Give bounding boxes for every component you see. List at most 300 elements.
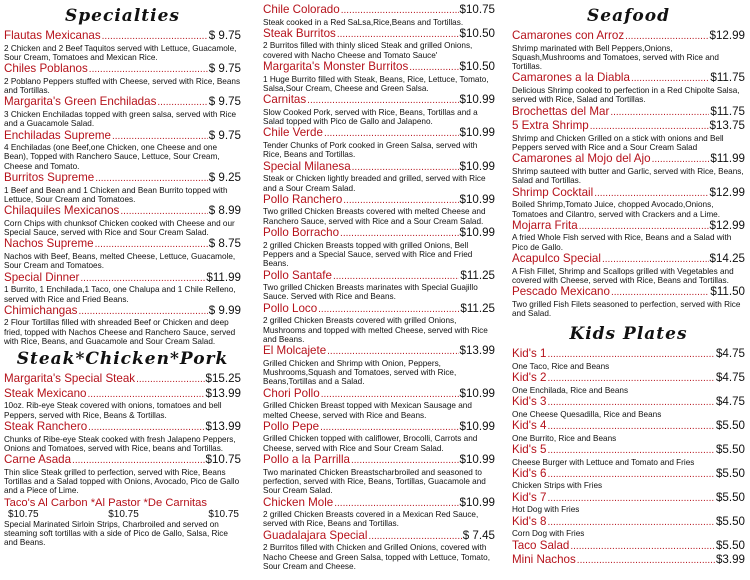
tacos-price: $10.75 [108,508,139,520]
menu-item-description: 1 Burrito, 1 Enchilada,1 Taco, one Chalupa and 1 Chile Relleno, served with Rice and Fried Beans. [4,285,236,304]
menu-item-description: Cheese Burger with Lettuce and Tomato and Fries [512,457,695,467]
menu-item-name: Mini Nachos [512,553,576,567]
menu-item-name: Chimichangas [4,303,78,317]
menu-item-description: Grilled Chicken and Shrimp with Onion, Peppers, Mushrooms,Squash and Tomatoes, served with Rice, Beans,Tortillas and a Salad. [263,358,457,387]
menu-item-description: Shrimp sauteed with butter and Garlic, served with Rice, Beans, Salad and Tortillas. [512,167,744,186]
menu-item [4,96,241,128]
dot-leader [340,228,458,241]
menu-item-row [512,540,745,554]
menu-item-description: 2 Burritos filled with thinly sliced Steak and grilled Onions, covered with Nacho Cheese and Tomato Sauce' [263,41,473,60]
menu-item-name: Brochettas del Mar [512,104,610,118]
dot-leader [625,31,708,44]
menu-item-row [512,187,745,201]
menu-item [263,530,495,571]
menu-item-row [4,30,241,44]
menu-item-price: $10.50 [459,26,495,40]
menu-item-price: $12.99 [709,29,745,42]
menu-item-name: Pollo Ranchero [263,192,343,206]
menu-item [512,120,745,152]
menu-item-name: Margarita's Green Enchiladas [4,95,157,109]
menu-item-name: Special Milanesa [263,159,351,173]
menu-item-description: Nachos with Beef, Beans, melted Cheese, Lettuce, Guacamole, Sour Cream and Tomatoes. [4,252,236,271]
menu-item-name: Special Dinner [4,270,80,284]
menu-item [512,30,745,71]
dot-leader [547,493,715,506]
tacos-title: Taco's Al Carbon *Al Pastor *De Carnitas [4,496,207,509]
menu-item-description: Hot Dog with Fries [512,505,580,515]
specialties-heading: Specialties [65,6,180,26]
menu-item [512,420,745,443]
menu-item-price: $10.99 [459,453,495,467]
menu-item-description: Grilled Chicken topped with califlower, Brocolli, Carrots and Cheese, served with Rice and Sour Cream Salad. [263,434,478,453]
column-right [512,4,745,569]
dot-leader [307,95,458,108]
menu-item-price: $ 8.75 [208,237,241,251]
dot-leader [409,62,458,75]
menu-item [263,28,495,60]
menu-item-row [512,444,745,458]
menu-item-name: Pollo Loco [263,301,318,315]
menu-item-name: Steak Mexicano [4,386,87,400]
menu-item-description: 2 Flour Tortillas filled with shreaded Beef or Chicken and deep fried, topped with Nachos Cheese and Ranchero Sauce, served with Rice, Beans, and Guacamole and Sour Cream Salad. [4,318,236,346]
dot-leader [343,195,458,208]
menu-item-price: $13.75 [709,119,745,133]
column-middle [263,4,495,572]
menu-item-row [263,61,495,75]
menu-item-name: Pollo a la Parrilla [263,453,350,467]
menu-item-description: Two grilled Chicken Breasts marinates with Special Guajillo Sauce. Served with Rice and Beans. [263,283,478,302]
menu-item-row [4,373,241,387]
menu-item-row [4,63,241,77]
menu-item-name: Kid's 8 [512,514,547,528]
menu-item-name: Pescado Mexicano [512,285,610,299]
menu-item-name: Burritos Supreme [4,171,95,185]
menu-item-name: Guadalajara Special [263,528,368,542]
dot-leader [547,397,715,410]
dot-leader [368,531,461,544]
menu-item [512,348,745,371]
menu-item-row [512,516,745,530]
menu-item-name: Kid's 6 [512,466,547,480]
tacos-price: $10.75 [8,508,39,520]
menu-item-description: One Cheese Quesadilla, Rice and Beans [512,409,662,419]
steak-heading: Steak*Chicken*Pork [16,349,229,370]
menu-item-name: Kid's 5 [512,442,547,456]
menu-item-price: $5.50 [715,466,745,480]
menu-item [512,444,745,467]
dot-leader [594,188,708,201]
menu-item-description: 4 Enchiladas (one Beef,one Chicken, one Cheese and one Bean), Topped with Ranchero Sauce, Lettuce, Sour Cream, Cheese and Tomato. [4,143,220,171]
dot-leader [80,273,205,286]
menu-item-name: Mojarra Frita [512,218,578,232]
menu-item-name: Nachos Supreme [4,237,94,251]
menu-item-name: Enchiladas Supreme [4,128,111,142]
menu-item-description: Steak cooked in a Red SaLsa,Rice,Beans and Tortillas. [263,17,464,27]
dot-leader [102,31,208,44]
dot-leader [547,373,715,386]
dot-leader [120,206,207,219]
menu-item-row [4,96,241,110]
menu-item-name: Chori Pollo [263,386,320,400]
menu-item-row [512,72,745,86]
menu-item [263,61,495,93]
menu-item-price: $5.50 [715,442,745,456]
menu-item-name: Shrimp Cocktail [512,185,594,199]
menu-item-price: $ 9.75 [208,62,241,76]
menu-item-row [263,4,495,18]
menu-item [4,238,241,270]
menu-item-row [512,253,745,267]
menu-item-description: Corn Dog with Fries [512,529,585,539]
dot-leader [547,445,715,458]
menu-item-description: 1 Beef and Bean and 1 Chicken and Bean Burrito topped with Lettuce, Sour Cream and Tomatoes. [4,185,228,204]
dot-leader [157,97,207,110]
column-left [4,4,241,549]
menu-item-name: Kid's 7 [512,490,547,504]
dot-leader [318,304,459,317]
menu-item-name: 5 Extra Shrimp [512,119,589,133]
menu-item [512,396,745,419]
dot-leader [547,517,715,530]
menu-item-price: $11.75 [710,71,745,85]
menu-item [263,194,495,226]
tacos-description: Special Marinated Sirloin Strips, Charbroiled and served on steaming soft tortillas with a side of Pico de Gallo, Salsa, Rice and Beans. [4,519,228,548]
menu-item-name: Margarita's Monster Burritos [263,60,409,74]
menu-item-description: 2 Poblano Peppers stuffed with Cheese, served with Rice, Beans and Tortillas. [4,76,241,96]
menu-item-name: Carnitas [263,93,307,107]
menu-item-description: Two marinated Chicken Breastscharbroiled and seasoned to perfection, served with Rice, Beans, Tortillas, Guacamole and Sour Cream Salad. [263,467,486,496]
menu-item-row [263,270,495,284]
menu-item-price: $10.75 [205,453,241,467]
menu-item [263,161,495,193]
menu-item [512,492,745,515]
kids-heading: Kids Plates [569,324,688,345]
menu-item-name: Pollo Pepe [263,419,320,433]
menu-item-name: Chile Verde [263,126,323,140]
dot-leader [334,498,458,511]
menu-item-price: $10.99 [459,495,495,509]
menu-item-description: Tender Chunks of Pork cooked in Green Salsa, served with Rice, Beans and Tortillas. [263,141,478,160]
dot-leader [611,287,709,300]
menu-item-row [263,497,495,511]
menu-item-row [512,30,745,44]
menu-item [263,388,495,420]
menu-item-description: Steak or Chicken lightly breaded and grilled, served with Rice and a Sour Cream Salad. [263,174,486,193]
dot-leader [112,131,208,144]
menu-item-price: $10.99 [459,192,495,206]
menu-item [4,130,241,171]
menu-item-row [512,120,745,134]
menu-item-row [263,388,495,402]
menu-item-description: 2 grilled Chicken Breasts covered in a Mexican Red Sauce, served with Rice, Beans and Tortillas. [263,510,479,529]
menu-item-row [263,94,495,108]
menu-item-name: Kid's 3 [512,395,547,409]
menu-item-row [4,172,241,186]
menu-item-price: $11.50 [710,285,745,299]
menu-item-row [4,305,241,319]
menu-item-price: $3.99 [715,553,745,567]
menu-item-row [4,130,241,144]
dot-leader [89,64,208,77]
menu-item [512,372,745,395]
dot-leader [324,128,459,141]
menu-item-row [512,220,745,234]
menu-item [4,272,241,304]
dot-leader [351,455,459,468]
dot-leader [341,5,459,18]
menu-item-price: $5.50 [715,538,745,552]
menu-item-description: Thin slice Steak grilled to perfection, served with Rice, Beans Tortillas and a Salad topped with Onions, Avocado, Pico de Gallo and a Piece of Lime. [4,467,240,496]
menu-item-name: Steak Ranchero [4,420,88,434]
menu-item-description: Grilled Chicken Breast topped with Mexican Sausage and melted Cheese, served with Rice and Beans. [263,401,472,420]
menu-item [4,172,241,204]
menu-item-description: Corn Chips with chunksof Chicken cooked with Cheese and our Special Sauce, served with Rice and Sour Cream Salad. [4,218,235,238]
menu-item [512,220,745,252]
kids-list [512,348,745,567]
dot-leader [631,73,709,86]
menu-item-name: Camarones al Mojo del Ajo [512,152,651,166]
menu-item-description: 2 grilled Chicken Breasts covered with grilled Onions, Mushrooms and topped with melted Cheese, served with Rice and Beans. [263,316,488,344]
menu-item [512,286,745,318]
menu-item-price: $5.50 [715,490,745,504]
menu-item-row [263,28,495,42]
menu-item-price: $10.99 [459,159,495,173]
menu-item-name: Acapulco Special [512,252,601,266]
menu-item-price: $13.99 [205,386,241,400]
menu-item-row [263,530,495,544]
menu-item-name: Margarita's Special Steak [4,372,136,386]
menu-item-price: $4.75 [715,347,745,361]
menu-item [512,106,745,120]
menu-item-description: Two grilled Fish Filets seasoned to perfection, served with Rice and Salad. [512,299,741,319]
menu-item [512,253,745,285]
menu-item-description: A fried Whole Fish served with Rice, Beans and a Salad with Pico de Gallo. [512,233,732,252]
menu-item-price: $10.50 [459,60,495,74]
dot-leader [327,346,458,359]
menu-item-row [512,106,745,120]
dot-leader [602,254,709,267]
menu-item-row [512,492,745,506]
menu-item-name: Kid's 4 [512,419,547,433]
dot-leader [320,422,458,435]
menu-item [4,454,241,495]
menu-item-price: $10.99 [459,386,495,400]
menu-item-name: Pollo Santafe [263,268,332,282]
menu-item-description: One Taco, Rice and Beans [512,361,610,371]
menu-item [512,554,745,568]
menu-item-price: $13.99 [459,344,495,358]
seafood-heading: Seafood [587,6,670,26]
menu-item-description: Shrimp and Chicken Grilled on a stick with onions and Bell Peppers served with Rice and a Sour Cream Salad [512,133,724,153]
menu-item-price: $ 7.45 [462,528,495,542]
menu-item-row [263,127,495,141]
menu-item [512,153,745,185]
menu-item-description: One Burrito, Rice and Beans [512,433,617,443]
menu-item-price: $11.25 [460,301,495,315]
menu-item-price: $5.50 [715,514,745,528]
menu-item [4,388,241,420]
specialties-list [4,30,241,346]
dot-leader [547,421,715,434]
menu-item [263,94,495,126]
menu-item-price: $11.25 [460,268,495,282]
dot-leader [547,469,715,482]
menu-item [4,421,241,453]
dot-leader [95,239,208,252]
menu-item-name: Chiles Poblanos [4,62,88,76]
menu-item-price: $ 9.75 [208,29,241,42]
menu-item-name: Chile Colorado [263,3,340,16]
menu-item-description: 2 Burritos filled with Chicken and Grilled Onions, covered with Nacho Cheese and Green Salsa, topped with Lettuce, Tomato, Sour Cream and Cheese. [263,543,490,571]
menu-item-name: Kid's 2 [512,371,547,385]
menu-item [4,63,241,95]
menu-item [263,303,495,344]
menu-item-name: Camarones con Arroz [512,29,625,42]
menu-item-description: 2 Chicken and 2 Beef Taquitos served with Lettuce, Guacamole, Sour Cream, Tomatoes and Mexican Rice. [4,43,237,62]
dot-leader [577,555,715,568]
menu-item [4,305,241,346]
menu-item-price: $5.50 [715,419,745,433]
menu-item-row [512,286,745,300]
menu-item [512,72,745,104]
menu-item-description: 10oz. Rib-eye Steak covered with onions, tomatoes and bell Peppers, served with Rice, Beans & Tortillas. [4,401,222,420]
menu-item-row [263,161,495,175]
menu-item-price: $10.99 [459,419,495,433]
menu-item-price: $11.99 [206,270,241,284]
menu-item-price: $ 9.75 [208,128,241,142]
menu-item [263,421,495,453]
menu-item [4,205,241,237]
menu-item-description: Delicious Shrimp cooked to perfection in a Red Chipolte Salsa, served with Rice, Salad and Tortillas. [512,86,740,105]
menu-item-row [512,372,745,386]
menu-item-name: Taco Salad [512,538,570,552]
menu-item-price: $ 9.25 [208,171,241,185]
menu-item-name: Kid's 1 [512,347,547,361]
menu-item-row [263,345,495,359]
menu-item-description: 3 Chicken Enchiladas topped with green salsa, served with Rice and a Guacamole Salad. [4,109,237,129]
menu-item-price: $4.75 [715,371,745,385]
menu-item-description: Chunks of Ribe-eye Steak cooked with fresh Jalapeno Peppers, Onions and Tomatoes, served with Rice, beans and Tortillas. [4,434,236,453]
dot-leader [337,29,459,42]
dot-leader [136,374,204,387]
dot-leader [610,107,709,120]
menu-item-row [512,396,745,410]
menu-item-price: $ 9.99 [208,303,241,317]
middle-list [263,4,495,571]
menu-item-row [263,454,495,468]
menu-item [263,454,495,495]
menu-item [263,497,495,529]
menu-item-row [512,554,745,568]
menu-item-price: $ 8.99 [208,204,241,218]
menu-item-price: $10.75 [459,3,495,16]
menu-item-price: $13.99 [205,420,241,434]
tacos-item [4,497,241,548]
menu-item-price: $10.99 [459,226,495,240]
menu-item-row [512,348,745,362]
dot-leader [590,121,709,134]
menu-item-name: El Molcajete [263,344,327,358]
menu-item [263,227,495,268]
menu-item [263,4,495,27]
menu-item-price: $4.75 [715,395,745,409]
menu-item-row [4,205,241,219]
menu-item-row [263,303,495,317]
dot-leader [78,306,207,319]
menu-item-description: Shrimp marinated with Bell Peppers,Onions, Squash,Mushrooms and Tomatoes, served with Rice and Tortillas. [512,43,719,72]
menu-item-description: Slow Cooked Pork, served with Rice, Beans, Tortillas and a Salad topped with Pico de Gallo and Jalapeno. [263,107,478,127]
menu-item-row [263,227,495,241]
tacos-price: $10.75 [208,508,239,520]
menu-item [4,373,241,387]
menu-item [512,187,745,219]
menu-item-row [4,388,241,402]
menu-item-description: Boiled Shrimp,Tomato Juice, chopped Avocado,Onions, Tomatoes and Cilantro, served with Crackers and a Lime. [512,200,720,219]
menu-item-price: $12.99 [709,185,745,199]
menu-item-row [4,238,241,252]
dot-leader [88,389,205,402]
menu-item [263,127,495,159]
menu-item-row [263,194,495,208]
menu-item-description: A Fish Fillet, Shrimp and Scallops grilled with Vegetables and covered with Cheese, served with Rice, Beans and Tortillas. [512,266,734,285]
menu-item-description: 1 Huge Burrito filled with Steak, Beans, Rice, Lettuce, Tomato, Salsa,Sour Cream, Cheese and Green Salsa. [263,74,489,93]
menu-item-name: Carne Asada [4,453,72,467]
menu-item-price: $14.25 [709,252,745,266]
menu-item-name: Steak Burritos [263,26,336,40]
steak-list [4,373,241,495]
menu-item-price: $15.25 [205,372,241,386]
dot-leader [88,422,204,435]
menu-item-row [512,468,745,482]
menu-item-price: $10.99 [459,126,495,140]
menu-item-row [263,421,495,435]
menu-item-row [4,454,241,468]
dot-leader [72,455,204,468]
menu-item-name: Pollo Borracho [263,226,340,240]
menu-item-name: Flautas Mexicanas [4,29,101,42]
menu-item [263,270,495,302]
menu-item-description: 2 grilled Chicken Breasts topped with grilled Onions, Bell Peppers and a Special Sauce, served with Rice and Fried Beans. [263,240,473,269]
menu-item-price: $10.99 [459,93,495,107]
menu-item-price: $ 9.75 [208,95,241,109]
menu-item [512,516,745,539]
menu-item-price: $11.99 [710,152,745,166]
menu-item-row [512,420,745,434]
menu-item [4,30,241,62]
dot-leader [579,221,709,234]
dot-leader [352,162,459,175]
menu-item-row [4,421,241,435]
tacos-prices [4,510,241,520]
dot-leader [570,541,715,554]
menu-item-description: One Enchilada, Rice and Beans [512,385,629,395]
menu-item [512,540,745,554]
menu-item [512,468,745,491]
dot-leader [321,389,459,402]
dot-leader [95,173,208,186]
menu-item-name: Chilaquiles Mexicanos [4,204,120,218]
menu-item-row [512,153,745,167]
dot-leader [652,154,710,167]
dot-leader [547,349,715,362]
menu-item-price: $12.99 [709,218,745,232]
menu-item [263,345,495,386]
menu-item-row [4,272,241,286]
menu-item-name: Camarones a la Diabla [512,71,630,85]
menu-item-price: $11.75 [710,104,745,118]
seafood-list [512,30,745,318]
menu-item-description: Chicken Strips with Fries [512,481,603,491]
